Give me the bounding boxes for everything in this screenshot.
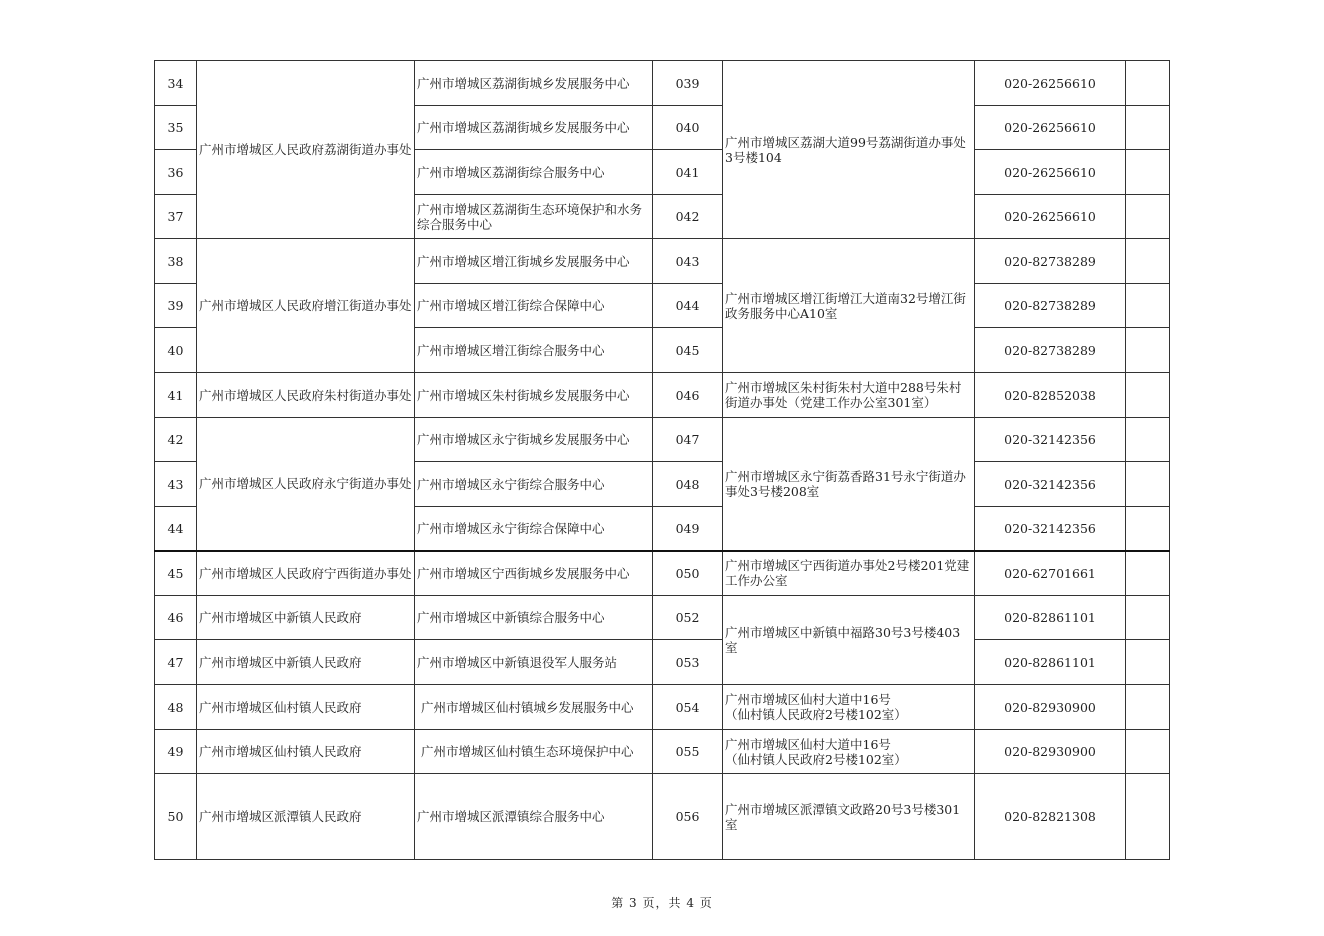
unit-cell: 广州市增城区荔湖街生态环境保护和水务综合服务中心 [415, 195, 653, 239]
address-cell: 广州市增城区朱村街朱村大道中288号朱村街道办事处（党建工作办公室301室） [723, 373, 975, 418]
address-cell [723, 730, 975, 774]
unit-cell: 广州市增城区仙村镇城乡发展服务中心 [415, 685, 653, 730]
phone-cell: 020-82930900 [975, 730, 1126, 774]
address-cell: 广州市增城区增江街增江大道南32号增江街政务服务中心A10室 [723, 239, 975, 373]
empty-cell [1126, 596, 1170, 640]
empty-cell [1126, 328, 1170, 373]
address-cell: 广州市增城区中新镇中福路30号3号楼403室 [723, 596, 975, 685]
empty-cell [1126, 640, 1170, 685]
table-row [155, 239, 1170, 284]
code-cell: 050 [653, 551, 723, 596]
row-number: 44 [155, 507, 197, 551]
unit-cell: 广州市增城区荔湖街综合服务中心 [415, 150, 653, 195]
empty-cell [1126, 150, 1170, 195]
empty-cell [1126, 239, 1170, 284]
empty-cell [1126, 61, 1170, 106]
row-number: 36 [155, 150, 197, 195]
row-number: 40 [155, 328, 197, 373]
empty-cell [1126, 195, 1170, 239]
table-row [155, 774, 1170, 860]
code-cell: 044 [653, 284, 723, 328]
unit-cell: 广州市增城区荔湖街城乡发展服务中心 [415, 61, 653, 106]
data-table [154, 60, 1170, 860]
code-cell: 052 [653, 596, 723, 640]
address-cell [723, 685, 975, 730]
empty-cell [1126, 462, 1170, 507]
organization-cell: 广州市增城区中新镇人民政府 [197, 596, 415, 640]
code-cell: 049 [653, 507, 723, 551]
empty-cell [1126, 730, 1170, 774]
empty-cell [1126, 551, 1170, 596]
empty-cell [1126, 685, 1170, 730]
phone-cell: 020-26256610 [975, 106, 1126, 150]
empty-cell [1126, 106, 1170, 150]
row-number: 50 [155, 774, 197, 860]
code-cell: 054 [653, 685, 723, 730]
organization-cell: 广州市增城区仙村镇人民政府 [197, 685, 415, 730]
address-line-2: （仙村镇人民政府2号楼102室） [725, 707, 907, 722]
table-row [155, 640, 1170, 685]
table-row [155, 551, 1170, 596]
phone-cell: 020-26256610 [975, 195, 1126, 239]
row-number: 49 [155, 730, 197, 774]
organization-cell: 广州市增城区人民政府荔湖街道办事处 [197, 61, 415, 239]
page-footer: 第 3 页，共 4 页 [611, 896, 713, 910]
code-cell: 040 [653, 106, 723, 150]
table-row [155, 730, 1170, 774]
code-cell: 048 [653, 462, 723, 507]
phone-cell: 020-32142356 [975, 418, 1126, 462]
row-number: 46 [155, 596, 197, 640]
code-cell: 055 [653, 730, 723, 774]
organization-cell: 广州市增城区仙村镇人民政府 [197, 730, 415, 774]
address-line-2: （仙村镇人民政府2号楼102室） [725, 751, 907, 767]
unit-cell: 广州市增城区增江街城乡发展服务中心 [415, 239, 653, 284]
code-cell: 041 [653, 150, 723, 195]
phone-cell: 020-26256610 [975, 61, 1126, 106]
empty-cell [1126, 507, 1170, 551]
address-cell: 广州市增城区派潭镇文政路20号3号楼301室 [723, 774, 975, 860]
address-cell: 广州市增城区永宁街荔香路31号永宁街道办事处3号楼208室 [723, 418, 975, 551]
empty-cell [1126, 284, 1170, 328]
phone-cell: 020-62701661 [975, 551, 1126, 596]
unit-cell: 广州市增城区增江街综合服务中心 [415, 328, 653, 373]
organization-cell: 广州市增城区人民政府增江街道办事处 [197, 239, 415, 373]
phone-cell: 020-82738289 [975, 284, 1126, 328]
code-cell: 039 [653, 61, 723, 106]
table-row [155, 61, 1170, 106]
unit-cell: 广州市增城区永宁街城乡发展服务中心 [415, 418, 653, 462]
row-number: 47 [155, 640, 197, 685]
unit-cell: 广州市增城区朱村街城乡发展服务中心 [415, 373, 653, 418]
phone-cell: 020-32142356 [975, 462, 1126, 507]
unit-cell: 广州市增城区中新镇退役军人服务站 [415, 640, 653, 685]
row-number: 34 [155, 61, 197, 106]
empty-cell [1126, 418, 1170, 462]
row-number: 38 [155, 239, 197, 284]
row-number: 42 [155, 418, 197, 462]
table-row [155, 418, 1170, 462]
phone-cell: 020-32142356 [975, 507, 1126, 551]
organization-cell: 广州市增城区人民政府宁西街道办事处 [197, 551, 415, 596]
table-row [155, 373, 1170, 418]
code-cell: 045 [653, 328, 723, 373]
table-row [155, 685, 1170, 730]
row-number: 37 [155, 195, 197, 239]
address-line-1: 广州市增城区仙村大道中16号 [725, 692, 891, 707]
code-cell: 042 [653, 195, 723, 239]
code-cell: 043 [653, 239, 723, 284]
phone-cell: 020-82861101 [975, 596, 1126, 640]
unit-cell: 广州市增城区仙村镇生态环境保护中心 [415, 730, 653, 774]
phone-cell: 020-82738289 [975, 239, 1126, 284]
row-number: 43 [155, 462, 197, 507]
code-cell: 053 [653, 640, 723, 685]
address-line-1: 广州市增城区仙村大道中16号 [725, 736, 891, 752]
code-cell: 047 [653, 418, 723, 462]
table-row [155, 596, 1170, 640]
row-number: 39 [155, 284, 197, 328]
row-number: 45 [155, 551, 197, 596]
row-number: 35 [155, 106, 197, 150]
empty-cell [1126, 774, 1170, 860]
empty-cell [1126, 373, 1170, 418]
organization-cell: 广州市增城区中新镇人民政府 [197, 640, 415, 685]
address-cell: 广州市增城区宁西街道办事处2号楼201党建工作办公室 [723, 551, 975, 596]
unit-cell: 广州市增城区中新镇综合服务中心 [415, 596, 653, 640]
unit-cell: 广州市增城区永宁街综合保障中心 [415, 507, 653, 551]
row-number: 41 [155, 373, 197, 418]
phone-cell: 020-26256610 [975, 150, 1126, 195]
unit-cell: 广州市增城区永宁街综合服务中心 [415, 462, 653, 507]
phone-cell: 020-82821308 [975, 774, 1126, 860]
address-cell: 广州市增城区荔湖大道99号荔湖街道办事处3号楼104 [723, 61, 975, 239]
organization-cell: 广州市增城区派潭镇人民政府 [197, 774, 415, 860]
organization-cell: 广州市增城区人民政府永宁街道办事处 [197, 418, 415, 551]
unit-cell: 广州市增城区派潭镇综合服务中心 [415, 774, 653, 860]
phone-cell: 020-82861101 [975, 640, 1126, 685]
unit-cell: 广州市增城区宁西街城乡发展服务中心 [415, 551, 653, 596]
code-cell: 056 [653, 774, 723, 860]
unit-cell: 广州市增城区荔湖街城乡发展服务中心 [415, 106, 653, 150]
organization-cell: 广州市增城区人民政府朱村街道办事处 [197, 373, 415, 418]
unit-cell: 广州市增城区增江街综合保障中心 [415, 284, 653, 328]
code-cell: 046 [653, 373, 723, 418]
phone-cell: 020-82738289 [975, 328, 1126, 373]
phone-cell: 020-82852038 [975, 373, 1126, 418]
row-number: 48 [155, 685, 197, 730]
phone-cell: 020-82930900 [975, 685, 1126, 730]
